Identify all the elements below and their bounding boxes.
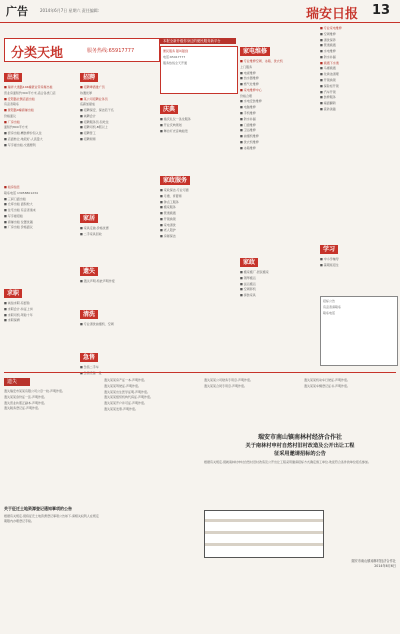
page-number: 13 — [372, 3, 391, 18]
lost-label: 遗失 — [4, 378, 30, 386]
section-household: 家居 — [80, 214, 98, 223]
notice-box: 招标公告 有意者请联系 联系电话 — [320, 296, 398, 366]
column-1 — [4, 64, 76, 364]
hiring-listings: ■ 招聘啤酒推广员 待遇优厚 ■ 某公司招聘业务员 底薪加提成 ■ 招聘保安、保洁若干名 ■ 诚聘会计 ■ 招聘服务员,包吃住 ■ 招聘司机,B照以上 ■ 招聘普工 ■ 招聘厨师 — [80, 85, 114, 142]
section-celebration: 庆典 — [160, 105, 178, 114]
appliance-listings: ■ 专业维修空调、冰箱、洗衣机 上门服务 ■ 电视维修 ■ 热水器维修 ■ 燃气灶维修 ■ 家电维修中心 价格合理 ■ 水电安装维修 ■ 电脑维修 ■ 手机维修 ■ 防水补漏 ■ 门窗维修 ■ 卫浴维修 ■ 油烟机维修 ■ 洗衣机维修 ■ 冰箱维修 — [240, 59, 283, 150]
col5-listings: ■ 专业家电维修 ■ 空调维修 ■ 清洗保养 ■ 管道疏通 ■ 水电维修 ■ 防水补漏 ■ 疏通下水道 ■ 马桶疏通 ■ 化粪池清理 ■ 开锁换锁 ■ 保险柜开锁 ■ 汽车开锁 ■ 装修服务 ■ 墙面翻新 ■ 瓷砖美缝 — [320, 26, 342, 111]
bid-headline-2: 关于南林村申村自然村旧村改造及公开出让工程 — [245, 443, 355, 449]
moving-listings: ■ 搬家搬厂,居民搬家 ■ 钢琴搬运 ■ 货运搬运 ■ 空调移机 ■ 拆装家具 — [240, 270, 269, 298]
section-study: 学习 — [320, 245, 338, 254]
classified-title: 分类天地 — [11, 46, 64, 61]
page-header — [0, 0, 400, 23]
hotline: 服务热线:65917777 — [87, 48, 135, 54]
section-moving: 家政 — [240, 258, 258, 267]
land-notice-title: 关于征迁土地资源登记通知事项的公告 — [4, 506, 72, 511]
section-appliance-repair: 家电维修 — [240, 47, 270, 56]
section-sale: 急售 — [80, 353, 98, 362]
brand-logo: 瑞安日报 — [306, 7, 359, 22]
cleaning-listings: ■ 专业清洗油烟机、空调 — [80, 322, 114, 326]
bottom-mid-2: 遗失某某公司财务专用章,声明作废。 遗失某某合同专用章,声明作废。 — [204, 378, 253, 388]
job-seeking-listings: ■ 诚信求职,有经验 ■ 求职会计,持证上岗 ■ 求职司机,驾龄十年 ■ 求职保姆 — [4, 301, 33, 323]
bid-table — [204, 510, 324, 558]
column-5 — [320, 26, 396, 368]
column-4 — [240, 38, 316, 368]
footer-date: 2014年6月6日 — [374, 564, 396, 568]
study-listings: ■ 中小学辅导 ■ 暑期班招生 — [320, 257, 339, 267]
section-hiring: 招聘 — [80, 73, 98, 82]
promo-box: 便民服务 随叫随到 电话:65917777 服务热线全天开通 — [160, 46, 238, 94]
lost-listings: ■ 遗失声明,特此声明作废 — [80, 279, 115, 283]
lost-notices: 遗失 遗失瑞安市某某有限公司公章一枚,声明作废。 遗失某某身份证一张,声明作废。 遗失营业执照正副本,声明作废。 遗失税务登记证,声明作废。 关于征迁土地资源登记通知事项的公告 根据有关规定,现将征迁土地资源登记事项公告如下,请相关权利人在规定期限内办理登记手续。 — [4, 379, 99, 523]
bid-footer — [328, 558, 396, 568]
column-3 — [160, 38, 236, 368]
column-2 — [80, 64, 156, 369]
section-cleaning: 清洗 — [80, 310, 98, 319]
classified-banner — [4, 38, 160, 62]
sale-listings: ■ 急售二手车 — [80, 365, 99, 369]
divider — [4, 372, 396, 373]
section-job-seeking: 求职 — [4, 289, 22, 298]
date-line: 2014年6月7日 星期六 责任编辑: — [40, 8, 100, 13]
bottom-right-1: 遗失某某机动车行驶证,声明作废。 遗失某某车辆登记证书,声明作废。 — [304, 378, 350, 388]
bid-headline-1: 瑞安市南山镇南林村经济合作社 — [257, 434, 342, 441]
celebration-section: 庆典 ■ 婚庆礼仪一条龙服务 ■ 开业庆典策划 ■ 舞台灯光音响租赁 家政服务 ■ 家政保洁,专业可靠 ■ 月嫂、育婴师 ■ 钟点工服务 ■ 搬家服务 ■ 管道疏通 ■ 开锁换锁 ■ 家电清洗 ■ 老人陪护 ■ 房屋保洁 — [160, 106, 191, 239]
bottom-mid-1: 遗失某某房产证一本,声明作废。 遗失某某驾驶证,声明作废。 遗失某某出生医学证明,声明作废。 遗失某某组织机构代码证,声明作废。 遗失某某开户许可证,声明作废。 遗失某某发票,声明作废。 — [104, 378, 153, 411]
household-listings: ■ 家具定做,价格优惠 ■ 二手家具回收 — [80, 226, 109, 236]
rental-listings: ■ 瑞祥大道路104幢蒙业带房屋出租 营业房面积约300平方米,适合各类门店 ■ 安阳路北侧店面出租 有意者联系 ■ 蒙阳路9幢商铺出租 价格面议 ■ 厂房出租 面积约800平方米 ■ 套房出租,精装修拎包入住 ■ 店面转让,地段好,人流量大 ■ 写字楼出租,交通便利 — [4, 85, 56, 147]
bid-headline-3: 征采用邀请招标的公告 — [274, 451, 326, 457]
rental-listings-2: ■ 租房信息 联系电话 13958801234 ■ 三间门面出租 ■ 仓库出租 面积较大 ■ 住宅出租 有意者速来 ■ 写字楼招租 ■ 商铺出租 位置优越 ■ 厂房出租 价格面议 — [4, 185, 38, 230]
footer-org: 瑞安市南山镇南林村经济合作社 — [351, 559, 396, 563]
section-lost: 遗失 — [80, 267, 98, 276]
section-housekeeping: 家政服务 — [160, 176, 190, 185]
section-rental: 出租 — [4, 73, 22, 82]
platform-banner: 本报全新升级你身边的便民服务新平台 — [160, 38, 236, 44]
bid-announcement: 瑞安市南山镇南林村经济合作社 关于南林村申村自然村旧村改造及公开出让工程 征采用邀请招标的公告 根据有关规定,现就南林村申村自然村旧村改造及公开出让工程采用邀请招标方式确定施工单位,欢迎符合条件的单位报名参加。 瑞安市南山镇南林村经济合作社 2014年6月6日 — [204, 434, 396, 568]
section-label: 广告 — [6, 5, 28, 18]
